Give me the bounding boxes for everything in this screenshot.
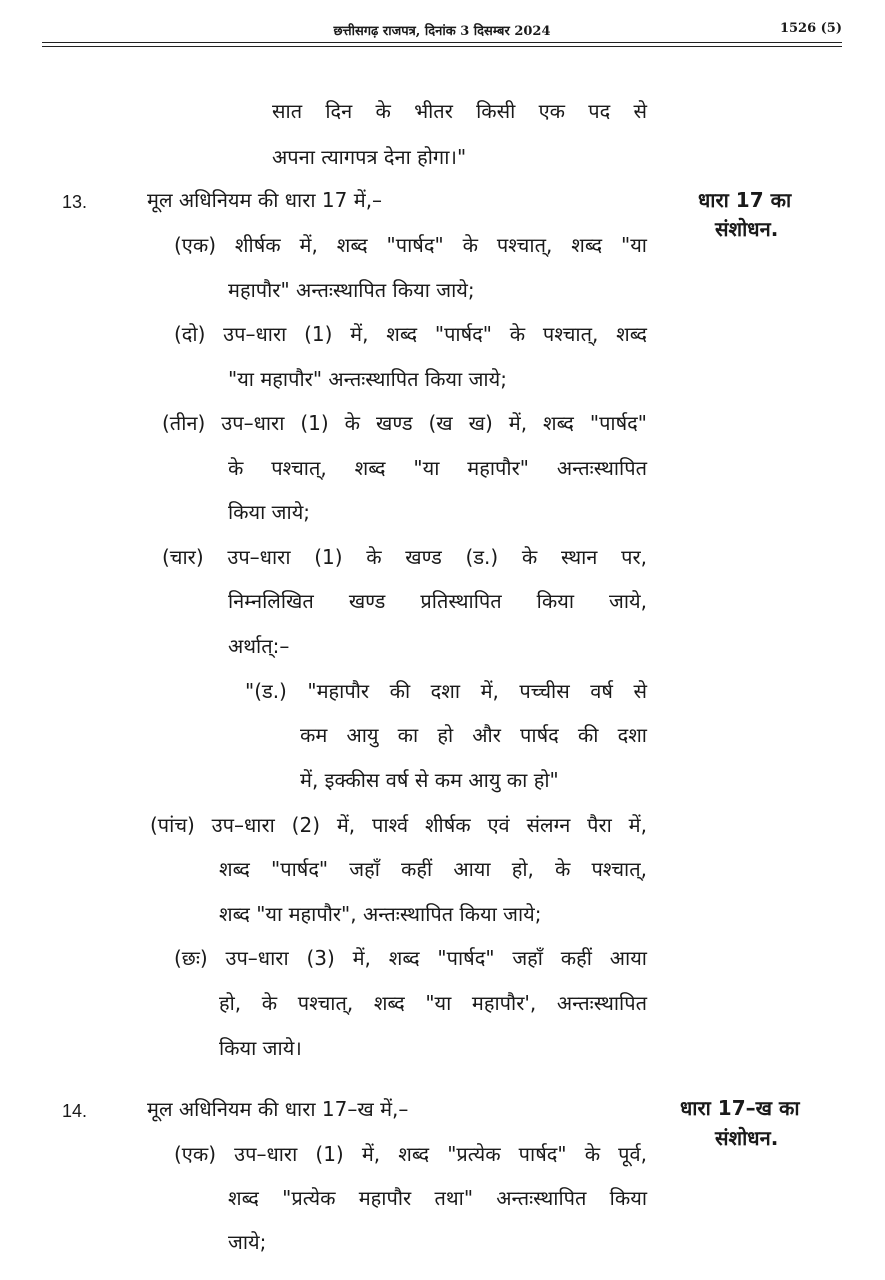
clause-line: शब्द "प्रत्येक महापौर तथा" अन्तःस्थापित किया xyxy=(228,1186,647,1210)
gazette-header xyxy=(42,0,842,48)
margin-note-title: धारा 17–ख का xyxy=(680,1096,800,1120)
clause-line: (एक) उप–धारा (1) में, शब्द "प्रत्येक पार्षद" के पूर्व, xyxy=(174,1142,647,1166)
clause-line: के पश्चात्, शब्द "या महापौर" अन्तःस्थापित xyxy=(228,456,647,480)
clause-line: जाये; xyxy=(228,1230,267,1254)
clause-line: "या महापौर" अन्तःस्थापित किया जाये; xyxy=(228,367,507,391)
clause-line: महापौर" अन्तःस्थापित किया जाये; xyxy=(228,278,475,302)
clause-line: हो, के पश्चात्, शब्द "या महापौर', अन्तःस्थापित xyxy=(219,991,647,1015)
section-intro: मूल अधिनियम की धारा 17 में,– xyxy=(147,188,383,212)
header-rule-bottom xyxy=(42,46,842,47)
clause-line: शब्द "पार्षद" जहाँ कहीं आया हो, के पश्चात्, xyxy=(219,857,647,881)
text-line: सात दिन के भीतर किसी एक पद से xyxy=(272,99,647,123)
quoted-clause-line: "(ड.) "महापौर की दशा में, पच्चीस वर्ष से xyxy=(245,679,647,703)
clause-line: (छः) उप–धारा (3) में, शब्द "पार्षद" जहाँ कहीं आया xyxy=(174,946,647,970)
text-line: अपना त्यागपत्र देना होगा।" xyxy=(272,145,467,169)
clause-line: (पांच) उप–धारा (2) में, पार्श्व शीर्षक एवं संलग्न पैरा में, xyxy=(150,813,647,837)
section-number: 13. xyxy=(62,192,88,212)
section-intro: मूल अधिनियम की धारा 17–ख में,– xyxy=(147,1097,409,1121)
clause-line: शब्द "या महापौर", अन्तःस्थापित किया जाये; xyxy=(219,902,542,926)
clause-line: (दो) उप–धारा (1) में, शब्द "पार्षद" के पश्चात्, शब्द xyxy=(174,322,647,346)
page-number: 1526 (5) xyxy=(779,21,842,36)
quoted-clause-line: में, इक्कीस वर्ष से कम आयु का हो" xyxy=(300,768,559,792)
margin-note-title: धारा 17 का xyxy=(698,188,792,212)
section-number: 14. xyxy=(62,1101,88,1121)
clause-line: (तीन) उप–धारा (1) के खण्ड (ख ख) में, शब्द "पार्षद" xyxy=(162,411,647,435)
clause-line: (एक) शीर्षक में, शब्द "पार्षद" के पश्चात्, शब्द "या xyxy=(174,233,647,257)
clause-line: (चार) उप–धारा (1) के खण्ड (ड.) के स्थान पर, xyxy=(162,545,647,569)
margin-note-subtitle: संशोधन. xyxy=(715,1126,779,1150)
gazette-title: छत्तीसगढ़ राजपत्र, दिनांक 3 दिसम्बर 2024 xyxy=(333,24,551,39)
clause-line: अर्थात्:– xyxy=(228,634,290,658)
clause-line: निम्नलिखित खण्ड प्रतिस्थापित किया जाये, xyxy=(228,589,647,613)
quoted-clause-line: कम आयु का हो और पार्षद की दशा xyxy=(300,723,647,747)
clause-line: किया जाये; xyxy=(228,500,311,524)
margin-note-subtitle: संशोधन. xyxy=(715,217,779,241)
clause-line: किया जाये। xyxy=(219,1036,302,1060)
header-rule-top xyxy=(42,42,842,43)
